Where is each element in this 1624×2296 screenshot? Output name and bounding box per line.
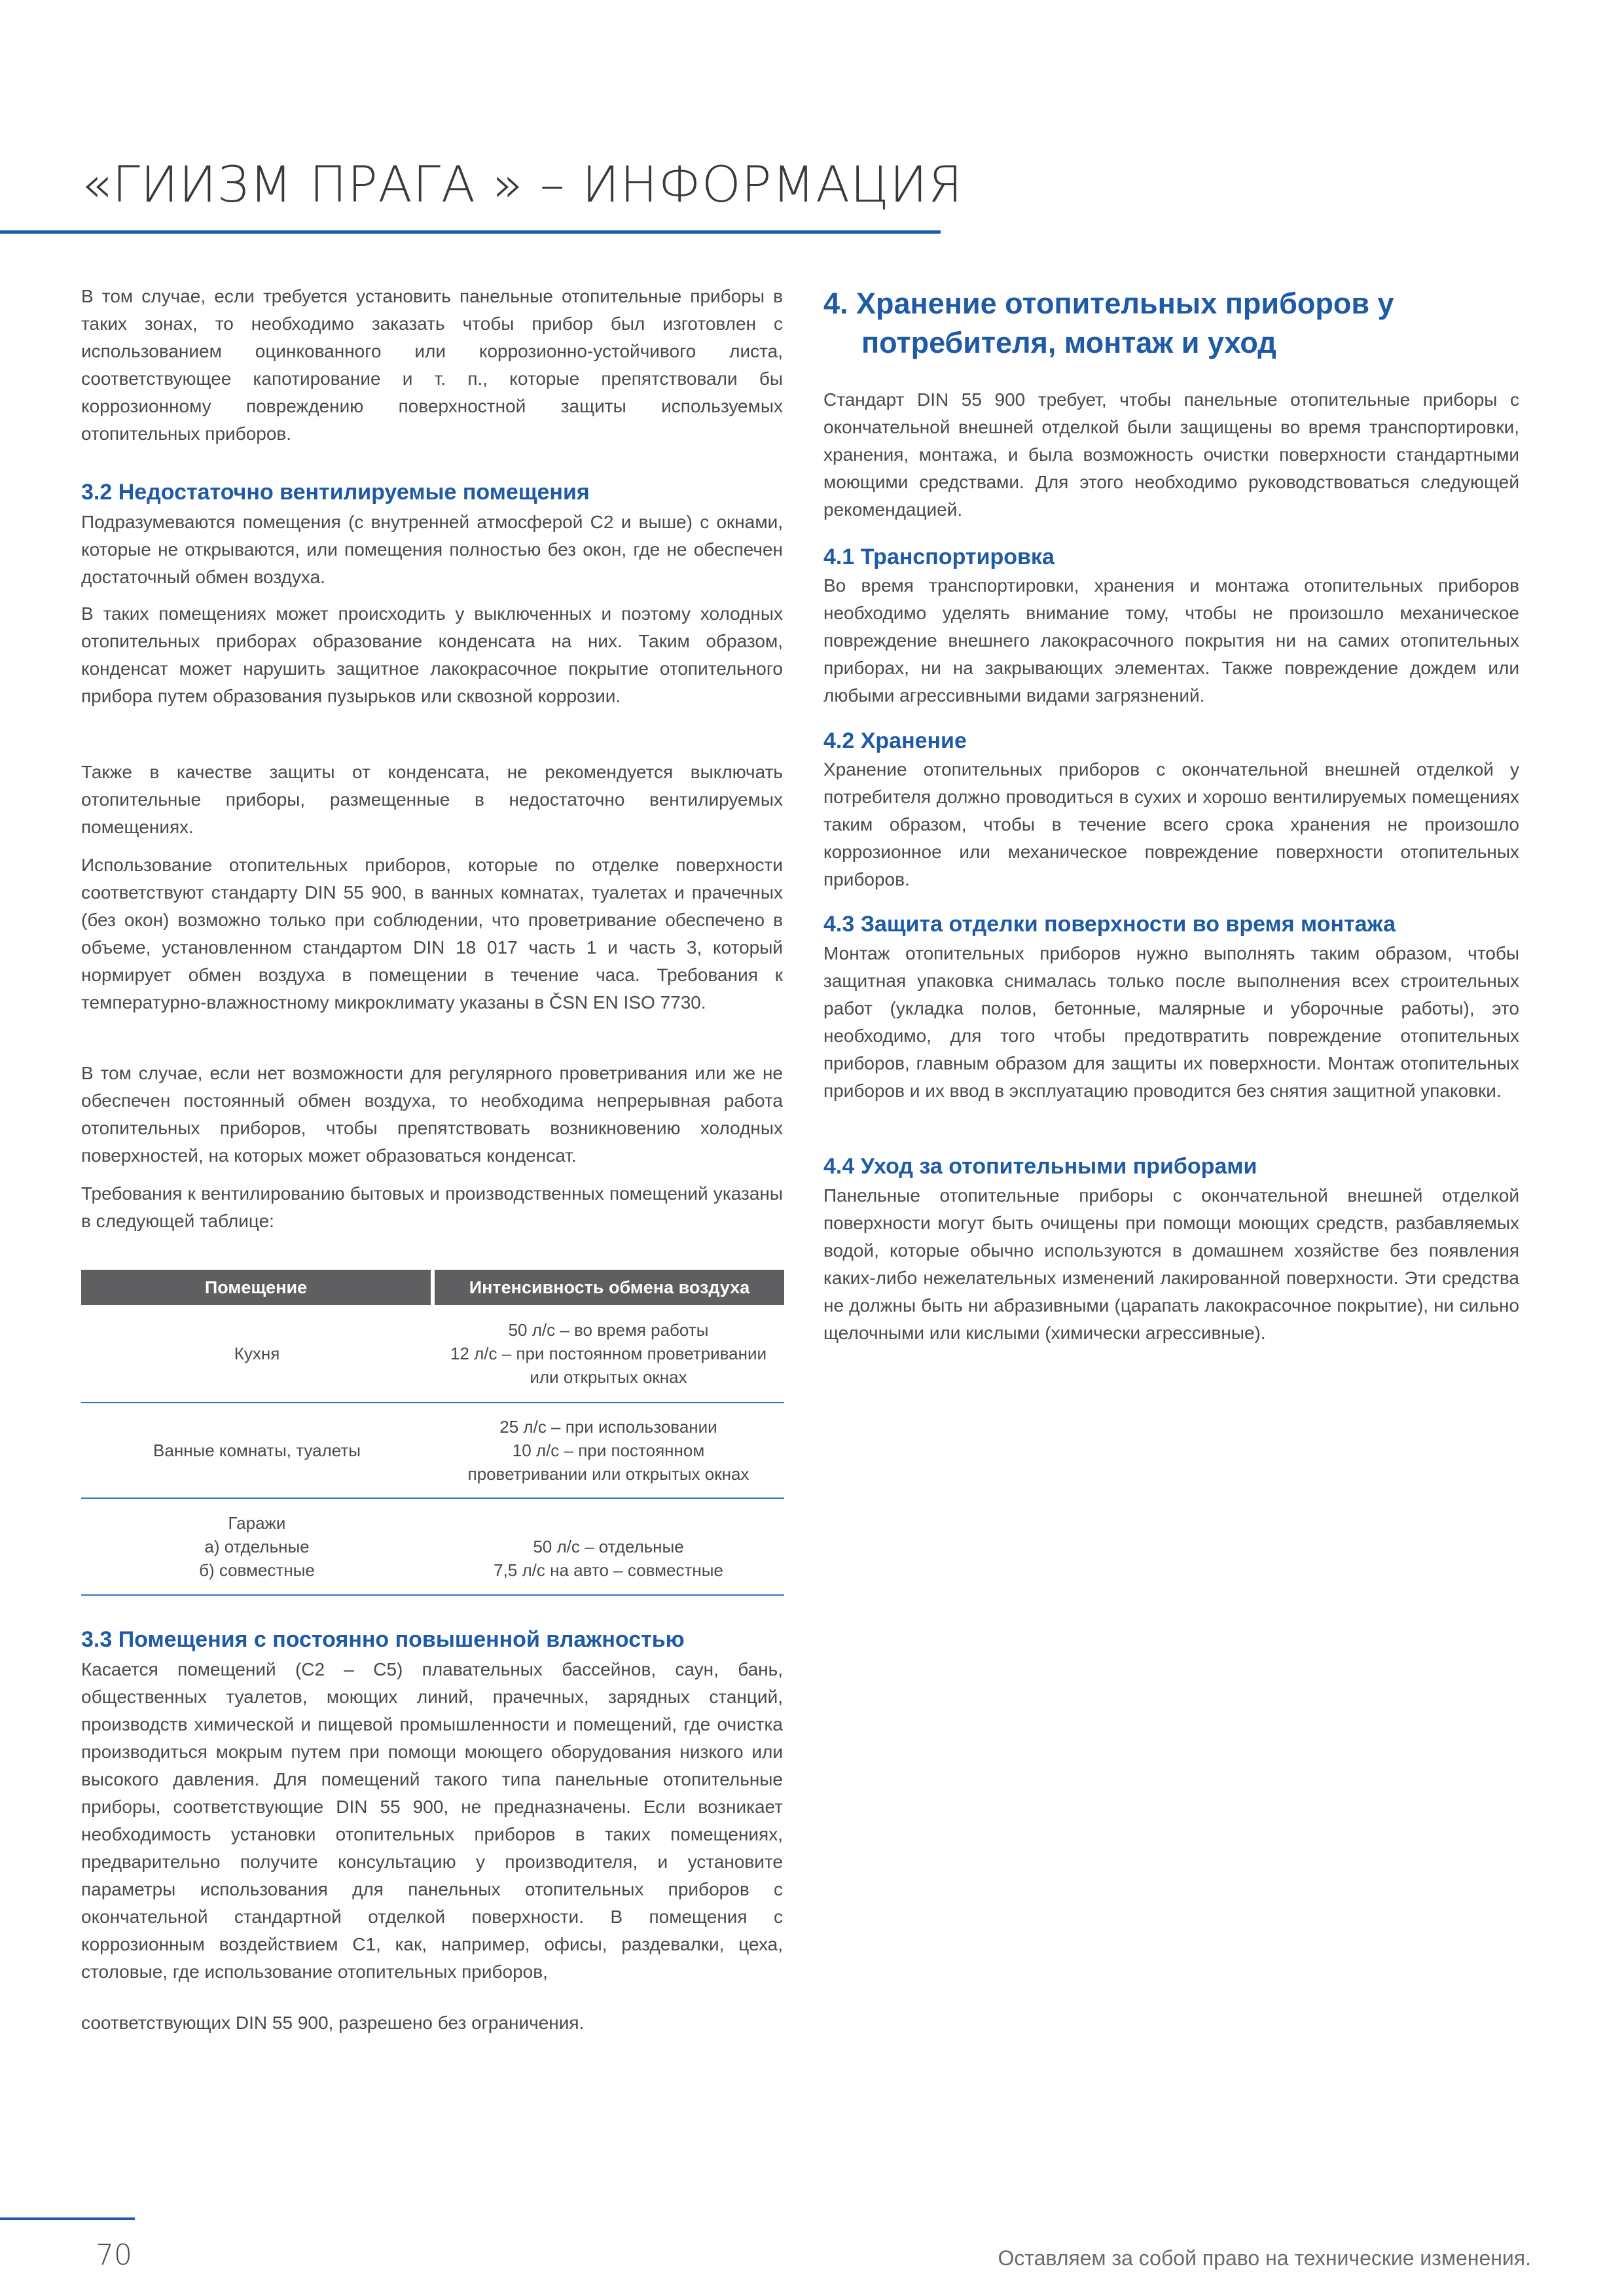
- cell-line: проветривании или открытых окнах: [467, 1464, 749, 1484]
- section-3-3-paragraph-2: соответствующих DIN 55 900, разрешено без ограничения.: [81, 2013, 585, 2033]
- header-divider: [0, 230, 941, 234]
- table-header-row: [81, 1270, 784, 1305]
- table-cell-room: [81, 1305, 433, 1402]
- footer-disclaimer: Оставляем за собой право на технические изменения.: [998, 2246, 1531, 2270]
- section-4-paragraph: Стандарт DIN 55 900 требует, чтобы панельные отопительные приборы с окончательной внешней отделкой были защищены во время транспортировки, хранения, монтажа, и была возможность очистки поверхности стандартными моющими средствами. Для этого необходимо руководствоваться следующей рекомендацией.: [823, 389, 1519, 520]
- page-title: «ГИИЗМ ПРАГА » – ИНФОРМАЦИЯ: [81, 155, 964, 213]
- table-row: [81, 1305, 784, 1403]
- cell-line: 12 л/с – при постоянном проветривании: [450, 1344, 767, 1363]
- table-cell-room: [81, 1403, 433, 1498]
- cell-line: 7,5 л/с на авто – совместные: [494, 1560, 723, 1580]
- cell-line: Кухня: [234, 1344, 280, 1363]
- cell-line: 50 л/с – во время работы: [508, 1320, 709, 1340]
- section-4-3-heading: 4.3 Защита отделки поверхности во время монтажа: [823, 912, 1396, 937]
- page-number: 70: [96, 2238, 132, 2272]
- section-4-4-heading: 4.4 Уход за отопительными приборами: [823, 1154, 1257, 1179]
- section-4-3-paragraph: Монтаж отопительных приборов нужно выполнять таким образом, чтобы защитная упаковка снималась только после выполнения всех строительных работ (укладка полов, бетонные, малярные и уборочные работы), это необходимо, для того чтобы предотвратить повреждение отопительных приборов, главным образом для защиты их поверхности. Монтаж отопительных приборов и их ввод в эксплуатацию проводится без снятия защитной упаковки.: [823, 943, 1519, 1101]
- section-4-1-paragraph: Во время транспортировки, хранения и монтажа отопительных приборов необходимо уделять внимание тому, чтобы не произошло механическое повреждение внешнего лакокрасочного покрытия ни на самих отопительных приборах, ни на закрывающих элементах. Также повреждение дождем или любыми агрессивными видами загрязнений.: [823, 575, 1519, 706]
- table-row: [81, 1499, 784, 1596]
- section-3-3-paragraph-1: Касается помещений (С2 – С5) плавательных бассейнов, саун, бань, общественных туалетов, моющих линий, прачечных, зарядных станций, производств химической и пищевой промышленности и помещений, где очистка производиться мокрым путем при помощи моющего оборудования низкого или высокого давления. Для помещений такого типа панельные отопительные приборы, соответствующие DIN 55 900, не предназначены. Если возникает необходимость установки отопительных приборов в таких помещениях, предварительно получите консультацию у производителя, и установите параметры использования для панельных отопительных приборов с окончательной стандартной отделкой поверхности. В помещения с коррозионным воздействием С1, как, например, офисы, раздевалки, цеха, столовые, где использование отопительных приборов,: [81, 1659, 783, 1982]
- section-3-2-paragraph-6: Требования к вентилированию бытовых и производственных помещений указаны в следующей таблице:: [81, 1183, 783, 1231]
- section-3-2-paragraph-3: Также в качестве защиты от конденсата, не рекомендуется выключать отопительные приборы, размещенные в недостаточно вентилируемых помещениях.: [81, 762, 783, 837]
- section-3-2-heading: 3.2 Недостаточно вентилируемые помещения: [81, 480, 590, 505]
- section-3-2-paragraph-5: В том случае, если нет возможности для регулярного проветривания или же не обеспечен постоянный обмен воздуха, то необходима непрерывная работа отопительных приборов, чтобы препятствовать возникновению холодных поверхностей, на которых может образоваться конденсат.: [81, 1063, 783, 1166]
- cell-line: 50 л/с – отдельные: [533, 1537, 684, 1556]
- section-4-4-paragraph: Панельные отопительные приборы с окончательной внешней отделкой поверхности могут быть очищены при помощи моющих средств, разбавляемых водой, которые обычно используются в домашнем хозяйстве без появления каких-либо нежелательных изменений лакированной поверхности. Эти средства не должны быть ни абразивными (царапать лакокрасочное покрытие), ни сильно щелочными или кислыми (химически агрессивные).: [823, 1185, 1519, 1343]
- section-4-2-paragraph: Хранение отопительных приборов с окончательной внешней отделкой у потребителя должно проводиться в сухих и хорошо вентилируемых помещениях таким образом, чтобы в течение всего срока хранения не произошло коррозионное или механическое повреждение поверхности отопительных приборов.: [823, 759, 1519, 889]
- cell-line: б) совместные: [199, 1560, 315, 1580]
- section-3-3-heading: 3.3 Помещения с постоянно повышенной влажностью: [81, 1627, 685, 1652]
- footer-divider: [0, 2217, 135, 2220]
- section-4-2-heading: 4.2 Хранение: [823, 728, 967, 753]
- section-3-2-paragraph-2: В таких помещениях может происходить у выключенных и поэтому холодных отопительных приборах образование конденсата на них. Таким образом, конденсат может нарушить защитное лакокрасочное покрытие отопительного прибора путем образования пузырьков или сквозной коррозии.: [81, 603, 783, 706]
- section-4-1-heading: 4.1 Транспортировка: [823, 545, 1055, 569]
- table-row: [81, 1403, 784, 1499]
- table-cell-rate: [433, 1305, 784, 1402]
- table-cell-room: [81, 1499, 433, 1594]
- intro-paragraph: В том случае, если требуется установить панельные отопительные приборы в таких зонах, то необходимо заказать чтобы прибор был изготовлен с использованием оцинкованного или коррозионно-устойчивого листа, соответствующее капотирование и т. п., которые препятствовали бы коррозионному повреждению поверхностной защиты используемых отопительных приборов.: [81, 286, 783, 444]
- cell-line: Гаражи: [228, 1513, 286, 1533]
- cell-line: 10 л/с – при постоянном: [512, 1441, 705, 1460]
- cell-line: Ванные комнаты, туалеты: [153, 1441, 361, 1460]
- table-cell-rate: [433, 1403, 784, 1498]
- cell-line: 25 л/с – при использовании: [499, 1417, 717, 1437]
- cell-line: или открытых окнах: [530, 1367, 687, 1387]
- section-4-heading: 4. Хранение отопительных приборов у потребителя, монтаж и уход: [823, 287, 1394, 359]
- section-3-2-paragraph-4: Использование отопительных приборов, которые по отделке поверхности соответствуют стандарту DIN 55 900, в ванных комнатах, туалетах и прачечных (без окон) возможно только при соблюдении, что проветривание обеспечено в объеме, установленном стандартом DIN 18 017 часть 1 и часть 3, который нормирует обмен воздуха в помещении в течение часа. Требования к температурно-влажностному микроклимату указаны в ČSN EN ISO 7730.: [81, 855, 783, 1013]
- table-header-rate: Интенсивность обмена воздуха: [435, 1270, 784, 1305]
- table-cell-rate: [433, 1499, 784, 1594]
- cell-line: а) отдельные: [204, 1537, 310, 1556]
- section-3-2-paragraph-1: Подразумеваются помещения (с внутренней атмосферой С2 и выше) с окнами, которые не открываются, или помещения полностью без окон, где не обеспечен достаточный обмен воздуха.: [81, 512, 783, 587]
- table-header-room: Помещение: [81, 1270, 431, 1305]
